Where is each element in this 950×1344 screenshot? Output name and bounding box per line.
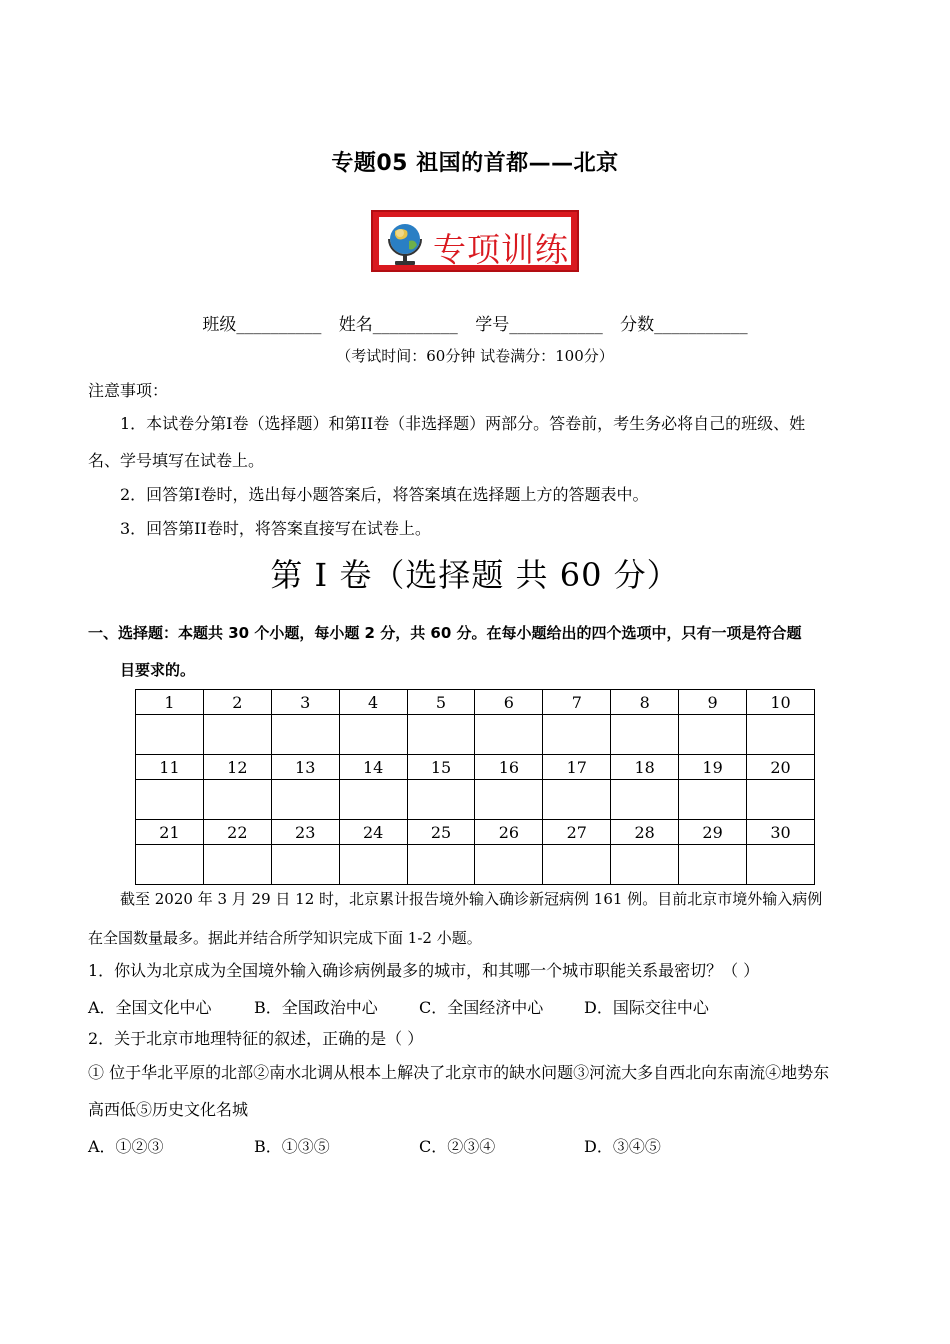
- answer-cell[interactable]: [271, 780, 339, 820]
- score-field[interactable]: 分数___________: [620, 315, 748, 335]
- question-number-cell: 22: [203, 820, 271, 845]
- question-number-cell: 26: [475, 820, 543, 845]
- student-info-line: [0, 310, 950, 335]
- note-item-1-line-1: 1．本试卷分第I卷（选择题）和第II卷（非选择题）两部分。答卷前，考生务必将自己的班级、姓: [120, 414, 806, 433]
- question-number-cell: 25: [407, 820, 475, 845]
- question-number-row: [136, 755, 815, 780]
- answer-cell[interactable]: [747, 845, 815, 885]
- question-1-option-c[interactable]: C．全国经济中心: [419, 998, 544, 1017]
- question-2-option-a[interactable]: A．①②③: [88, 1137, 164, 1156]
- question-header-line-2: 目要求的。: [120, 661, 196, 679]
- answer-cell[interactable]: [475, 715, 543, 755]
- question-number-cell: 2: [203, 690, 271, 715]
- question-number-cell: 30: [747, 820, 815, 845]
- question-number-cell: 13: [271, 755, 339, 780]
- answer-cell[interactable]: [679, 715, 747, 755]
- question-number-cell: 11: [136, 755, 204, 780]
- question-number-cell: 18: [611, 755, 679, 780]
- answer-row: [136, 845, 815, 885]
- question-1-option-a[interactable]: A．全国文化中心: [88, 998, 212, 1017]
- answer-table: [135, 689, 815, 885]
- question-number-cell: 7: [543, 690, 611, 715]
- note-item-1-line-2: 名、学号填写在试卷上。: [88, 451, 265, 470]
- question-number-cell: 28: [611, 820, 679, 845]
- answer-row: [136, 715, 815, 755]
- note-item-3: 3．回答第II卷时，将答案直接写在试卷上。: [120, 519, 431, 538]
- question-1-option-b[interactable]: B．全国政治中心: [254, 998, 378, 1017]
- question-number-cell: 20: [747, 755, 815, 780]
- question-2-option-d[interactable]: D．③④⑤: [584, 1137, 661, 1156]
- answer-cell[interactable]: [679, 845, 747, 885]
- question-number-cell: 5: [407, 690, 475, 715]
- question-2-option-b[interactable]: B．①③⑤: [254, 1137, 330, 1156]
- question-number-cell: 17: [543, 755, 611, 780]
- answer-cell[interactable]: [136, 715, 204, 755]
- question-number-cell: 14: [339, 755, 407, 780]
- question-header-line-1: 一、选择题：本题共 30 个小题，每小题 2 分，共 60 分。在每小题给出的四个选项中，只有一项是符合题: [88, 624, 802, 642]
- answer-cell[interactable]: [339, 715, 407, 755]
- question-number-cell: 15: [407, 755, 475, 780]
- answer-cell[interactable]: [475, 780, 543, 820]
- question-1-option-d[interactable]: D．国际交往中心: [584, 998, 709, 1017]
- answer-cell[interactable]: [407, 780, 475, 820]
- badge-label: 专项训练: [433, 230, 569, 269]
- class-field[interactable]: 班级__________: [202, 315, 322, 335]
- question-number-cell: 21: [136, 820, 204, 845]
- student-id-field[interactable]: 学号___________: [475, 315, 603, 335]
- exam-time-note: （考试时间：60分钟 试卷满分：100分）: [336, 347, 614, 365]
- question-number-row: [136, 820, 815, 845]
- answer-cell[interactable]: [611, 780, 679, 820]
- question-number-cell: 8: [611, 690, 679, 715]
- answer-cell[interactable]: [407, 715, 475, 755]
- answer-cell[interactable]: [747, 715, 815, 755]
- answer-cell[interactable]: [136, 845, 204, 885]
- question-number-cell: 12: [203, 755, 271, 780]
- answer-cell[interactable]: [611, 845, 679, 885]
- answer-cell[interactable]: [611, 715, 679, 755]
- question-number-cell: 4: [339, 690, 407, 715]
- question-2-statements-line-1: ① 位于华北平原的北部②南水北调从根本上解决了北京市的缺水问题③河流大多自西北向东南流④地势东: [88, 1063, 830, 1082]
- question-2-option-c[interactable]: C．②③④: [419, 1137, 496, 1156]
- answer-cell[interactable]: [543, 715, 611, 755]
- passage-line-2: 在全国数量最多。据此并结合所学知识完成下面 1-2 小题。: [88, 929, 482, 947]
- answer-cell[interactable]: [339, 845, 407, 885]
- question-number-cell: 19: [679, 755, 747, 780]
- answer-cell[interactable]: [407, 845, 475, 885]
- answer-cell[interactable]: [271, 845, 339, 885]
- answer-cell[interactable]: [203, 845, 271, 885]
- question-number-cell: 9: [679, 690, 747, 715]
- answer-row: [136, 780, 815, 820]
- globe-icon: [385, 221, 425, 267]
- question-number-cell: 6: [475, 690, 543, 715]
- answer-cell[interactable]: [679, 780, 747, 820]
- question-number-cell: 10: [747, 690, 815, 715]
- question-number-cell: 23: [271, 820, 339, 845]
- question-number-cell: 24: [339, 820, 407, 845]
- special-training-badge: [371, 210, 579, 272]
- answer-cell[interactable]: [203, 780, 271, 820]
- notes-heading: 注意事项：: [88, 381, 169, 400]
- passage-line-1: 截至 2020 年 3 月 29 日 12 时，北京累计报告境外输入确诊新冠病例 161 例。目前北京市境外输入病例: [120, 890, 823, 908]
- section-title: 第 I 卷（选择题 共 60 分）: [270, 556, 680, 594]
- question-1-stem: 1．你认为北京成为全国境外输入确诊病例最多的城市，和其哪一个城市职能关系最密切？（ ）: [88, 961, 760, 980]
- answer-cell[interactable]: [203, 715, 271, 755]
- answer-cell[interactable]: [543, 780, 611, 820]
- answer-cell[interactable]: [543, 845, 611, 885]
- answer-cell[interactable]: [339, 780, 407, 820]
- answer-cell[interactable]: [475, 845, 543, 885]
- question-2-stem: 2．关于北京市地理特征的叙述，正确的是（ ）: [88, 1029, 424, 1048]
- name-field[interactable]: 姓名__________: [338, 315, 458, 335]
- question-number-cell: 27: [543, 820, 611, 845]
- answer-cell[interactable]: [747, 780, 815, 820]
- question-number-row: [136, 690, 815, 715]
- note-item-2: 2．回答第I卷时，选出每小题答案后，将答案填在选择题上方的答题表中。: [120, 485, 649, 504]
- question-number-cell: 16: [475, 755, 543, 780]
- question-2-statements-line-2: 高西低⑤历史文化名城: [88, 1100, 249, 1119]
- answer-cell[interactable]: [271, 715, 339, 755]
- question-number-cell: 29: [679, 820, 747, 845]
- page-title: 专题05 祖国的首都——北京: [331, 151, 619, 176]
- question-number-cell: 3: [271, 690, 339, 715]
- answer-cell[interactable]: [136, 780, 204, 820]
- question-number-cell: 1: [136, 690, 204, 715]
